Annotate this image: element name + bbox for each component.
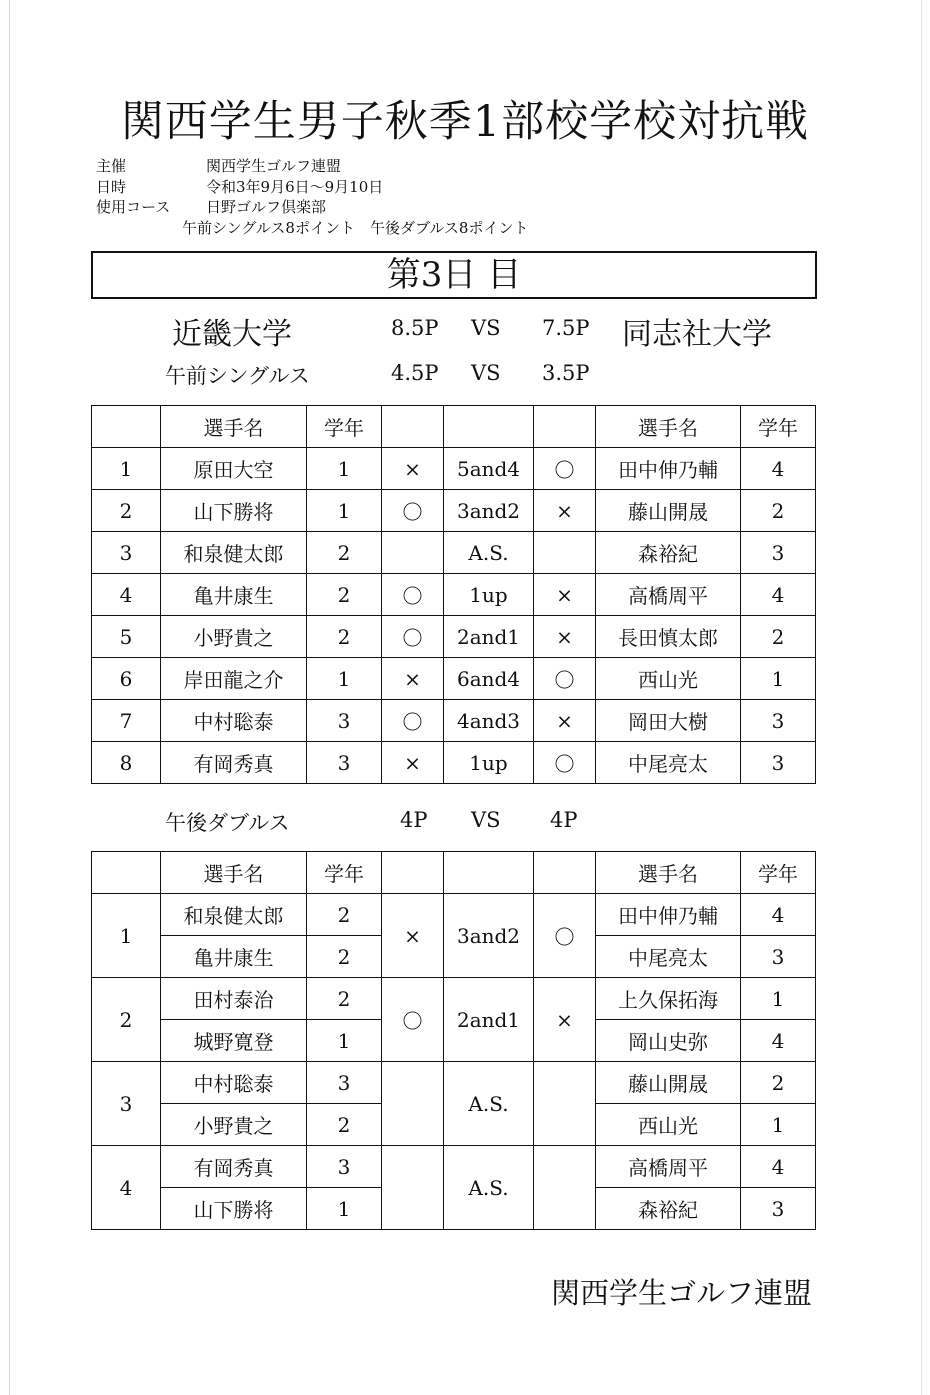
- result-mark-left: 〇: [382, 616, 444, 658]
- player-grade-right: 1: [741, 1104, 816, 1146]
- match-result: A.S.: [444, 1146, 534, 1230]
- result-mark-right: [534, 1146, 596, 1230]
- match-result: A.S.: [444, 1062, 534, 1146]
- match-result: 1up: [444, 742, 534, 784]
- player-grade-left: 3: [307, 742, 382, 784]
- player-name-left: 亀井康生: [161, 574, 307, 616]
- result-mark-right: ×: [534, 616, 596, 658]
- match-number: 3: [92, 1062, 161, 1146]
- match-result: A.S.: [444, 532, 534, 574]
- result-mark-left: ×: [382, 448, 444, 490]
- header-cell-mark-left: [382, 852, 444, 894]
- player-name-left: 有岡秀真: [161, 742, 307, 784]
- player-grade-left: 2: [307, 532, 382, 574]
- table-row: [92, 616, 816, 658]
- header-cell-mark-right: [534, 852, 596, 894]
- result-mark-right: 〇: [534, 658, 596, 700]
- player-name-right: 西山光: [596, 658, 741, 700]
- result-mark-right: 〇: [534, 894, 596, 978]
- course-value: 日野ゴルフ倶楽部: [206, 198, 327, 216]
- result-mark-right: 〇: [534, 742, 596, 784]
- table-row: [92, 978, 816, 1020]
- header-name-left: 選手名: [161, 406, 307, 448]
- player-grade-right: 4: [741, 894, 816, 936]
- match-result: 3and2: [444, 490, 534, 532]
- am-vs: VS: [471, 361, 501, 385]
- player-name-left: 中村聡泰: [161, 700, 307, 742]
- player-name-right: 高橋周平: [596, 574, 741, 616]
- am-left: 4.5P: [391, 361, 439, 385]
- match-number: 5: [92, 616, 161, 658]
- player-grade-right: 4: [741, 1020, 816, 1062]
- header-grade-left: 学年: [307, 406, 382, 448]
- result-mark-left: 〇: [382, 574, 444, 616]
- table-row: [92, 894, 816, 936]
- result-mark-left: [382, 532, 444, 574]
- table-row: [92, 574, 816, 616]
- player-name-right: 長田慎太郎: [596, 616, 741, 658]
- header-name-right: 選手名: [596, 852, 741, 894]
- player-grade-left: 1: [307, 490, 382, 532]
- document-title: 関西学生男子秋季1部校学校対抗戦: [120, 97, 810, 147]
- player-grade-left: 3: [307, 1146, 382, 1188]
- am-right: 3.5P: [542, 361, 590, 385]
- player-grade-left: 2: [307, 894, 382, 936]
- table-row: [92, 490, 816, 532]
- match-number: 2: [92, 978, 161, 1062]
- player-name-left: 小野貴之: [161, 1104, 307, 1146]
- points-note: 午前シングルス8ポイント 午後ダブルス8ポイント: [182, 218, 529, 237]
- result-mark-right: ×: [534, 574, 596, 616]
- header-cell-mark-left: [382, 406, 444, 448]
- pm-label: 午後ダブルス: [165, 811, 290, 835]
- player-grade-left: 2: [307, 616, 382, 658]
- player-name-left: 岸田龍之介: [161, 658, 307, 700]
- player-grade-left: 2: [307, 936, 382, 978]
- player-grade-left: 1: [307, 1020, 382, 1062]
- player-grade-right: 4: [741, 1146, 816, 1188]
- match-result: 1up: [444, 574, 534, 616]
- header-name-right: 選手名: [596, 406, 741, 448]
- player-name-left: 亀井康生: [161, 936, 307, 978]
- player-name-left: 有岡秀真: [161, 1146, 307, 1188]
- organizer-label: 主催: [96, 157, 127, 175]
- table-row: [92, 1062, 816, 1104]
- result-mark-right: 〇: [534, 448, 596, 490]
- result-mark-right: [534, 1062, 596, 1146]
- table-row: [92, 532, 816, 574]
- player-name-left: 山下勝将: [161, 1188, 307, 1230]
- player-name-right: 森裕紀: [596, 1188, 741, 1230]
- singles-header-row: [92, 406, 816, 448]
- page-edge-left: [9, 0, 10, 1395]
- header-cell-no: [92, 406, 161, 448]
- player-name-left: 小野貴之: [161, 616, 307, 658]
- result-mark-right: [534, 532, 596, 574]
- pm-right: 4P: [550, 808, 578, 832]
- player-name-right: 岡田大樹: [596, 700, 741, 742]
- header-name-left: 選手名: [161, 852, 307, 894]
- match-result: 3and2: [444, 894, 534, 978]
- team-left: 近畿大学: [172, 317, 292, 352]
- result-mark-left: [382, 1062, 444, 1146]
- player-grade-left: 1: [307, 448, 382, 490]
- player-grade-right: 1: [741, 658, 816, 700]
- player-name-right: 田中伸乃輔: [596, 894, 741, 936]
- result-mark-left: ×: [382, 894, 444, 978]
- player-grade-right: 1: [741, 978, 816, 1020]
- match-number: 4: [92, 1146, 161, 1230]
- player-grade-left: 2: [307, 574, 382, 616]
- player-name-right: 中尾亮太: [596, 936, 741, 978]
- player-name-right: 藤山開晟: [596, 1062, 741, 1104]
- date-value: 令和3年9月6日～9月10日: [206, 177, 384, 196]
- player-grade-right: 2: [741, 490, 816, 532]
- header-cell-mark-right: [534, 406, 596, 448]
- match-number: 6: [92, 658, 161, 700]
- player-grade-right: 3: [741, 936, 816, 978]
- header-grade-left: 学年: [307, 852, 382, 894]
- result-mark-left: ×: [382, 658, 444, 700]
- match-number: 4: [92, 574, 161, 616]
- player-name-right: 田中伸乃輔: [596, 448, 741, 490]
- header-grade-right: 学年: [741, 406, 816, 448]
- match-result: 4and3: [444, 700, 534, 742]
- player-name-left: 山下勝将: [161, 490, 307, 532]
- table-row: [92, 1146, 816, 1188]
- player-grade-left: 1: [307, 1188, 382, 1230]
- player-grade-right: 2: [741, 616, 816, 658]
- table-row: [92, 448, 816, 490]
- player-name-left: 田村泰治: [161, 978, 307, 1020]
- header-grade-right: 学年: [741, 852, 816, 894]
- result-mark-right: ×: [534, 978, 596, 1062]
- table-row: [92, 742, 816, 784]
- table-row: [92, 700, 816, 742]
- date-label: 日時: [96, 177, 127, 196]
- total-left: 8.5P: [391, 316, 439, 340]
- player-grade-left: 3: [307, 1062, 382, 1104]
- match-result: 6and4: [444, 658, 534, 700]
- day-label: 第3日 目: [91, 251, 817, 299]
- player-name-right: 藤山開晟: [596, 490, 741, 532]
- organizer-value: 関西学生ゴルフ連盟: [206, 157, 342, 175]
- match-number: 7: [92, 700, 161, 742]
- match-number: 1: [92, 448, 161, 490]
- header-cell-result: [444, 852, 534, 894]
- player-name-left: 和泉健太郎: [161, 894, 307, 936]
- player-grade-right: 2: [741, 1062, 816, 1104]
- header-cell-no: [92, 852, 161, 894]
- match-result: 2and1: [444, 978, 534, 1062]
- player-grade-right: 3: [741, 742, 816, 784]
- pm-left: 4P: [400, 808, 428, 832]
- player-name-right: 上久保拓海: [596, 978, 741, 1020]
- result-mark-right: ×: [534, 490, 596, 532]
- result-mark-left: 〇: [382, 700, 444, 742]
- singles-table: [91, 405, 816, 784]
- total-vs: VS: [471, 316, 501, 340]
- match-number: 2: [92, 490, 161, 532]
- player-grade-left: 2: [307, 978, 382, 1020]
- player-grade-right: 4: [741, 574, 816, 616]
- player-name-left: 中村聡泰: [161, 1062, 307, 1104]
- result-mark-left: ×: [382, 742, 444, 784]
- team-right: 同志社大学: [622, 317, 772, 352]
- match-result: 2and1: [444, 616, 534, 658]
- player-name-left: 城野寛登: [161, 1020, 307, 1062]
- doubles-header-row: [92, 852, 816, 894]
- result-mark-left: 〇: [382, 490, 444, 532]
- result-mark-left: [382, 1146, 444, 1230]
- doubles-table: [91, 851, 816, 1230]
- result-mark-right: ×: [534, 700, 596, 742]
- player-grade-left: 1: [307, 658, 382, 700]
- player-name-right: 森裕紀: [596, 532, 741, 574]
- player-name-left: 原田大空: [161, 448, 307, 490]
- player-name-right: 中尾亮太: [596, 742, 741, 784]
- header-cell-result: [444, 406, 534, 448]
- player-name-right: 西山光: [596, 1104, 741, 1146]
- player-name-right: 岡山史弥: [596, 1020, 741, 1062]
- match-result: 5and4: [444, 448, 534, 490]
- pm-vs: VS: [471, 808, 501, 832]
- match-number: 8: [92, 742, 161, 784]
- footer-organizer: 関西学生ゴルフ連盟: [551, 1276, 813, 1310]
- total-right: 7.5P: [542, 316, 590, 340]
- player-grade-right: 3: [741, 1188, 816, 1230]
- page-edge-right: [921, 0, 922, 1395]
- match-number: 1: [92, 894, 161, 978]
- match-number: 3: [92, 532, 161, 574]
- player-grade-right: 4: [741, 448, 816, 490]
- player-name-left: 和泉健太郎: [161, 532, 307, 574]
- result-mark-left: 〇: [382, 978, 444, 1062]
- player-grade-left: 2: [307, 1104, 382, 1146]
- player-name-right: 高橋周平: [596, 1146, 741, 1188]
- course-label: 使用コース: [96, 198, 171, 216]
- am-label: 午前シングルス: [165, 364, 310, 388]
- player-grade-right: 3: [741, 700, 816, 742]
- player-grade-left: 3: [307, 700, 382, 742]
- table-row: [92, 658, 816, 700]
- player-grade-right: 3: [741, 532, 816, 574]
